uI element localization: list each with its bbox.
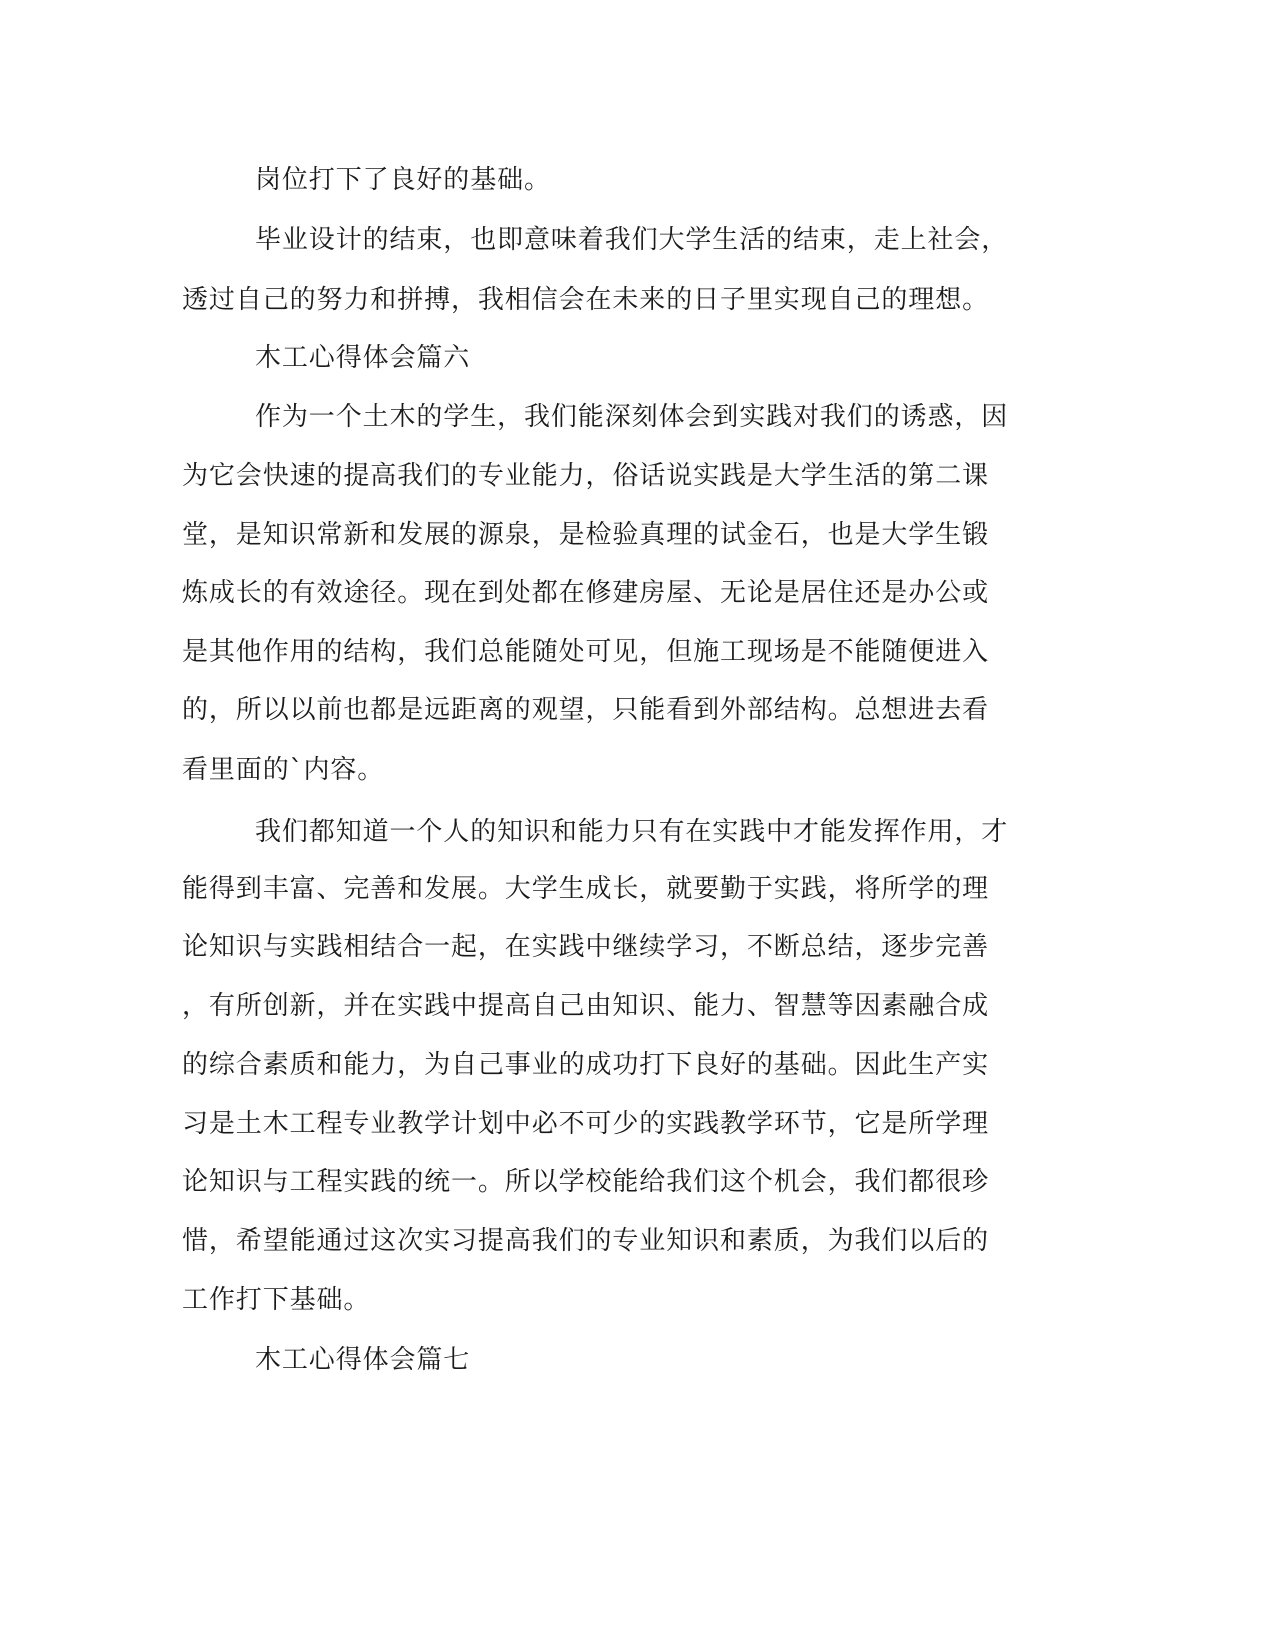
paragraph-line: 习是土木工程专业教学计划中必不可少的实践教学环节，它是所学理 <box>182 1109 990 1139</box>
paragraph-line: 作为一个土木的学生，我们能深刻体会到实践对我们的诱惑，因 <box>255 402 1009 432</box>
paragraph-line: 透过自己的努力和拼搏，我相信会在未来的日子里实现自己的理想。 <box>182 285 990 315</box>
paragraph-line: 是其他作用的结构，我们总能随处可见，但施工现场是不能随便进入 <box>182 637 990 667</box>
paragraph-line: 惜，希望能通过这次实习提高我们的专业知识和素质，为我们以后的 <box>182 1226 990 1256</box>
paragraph-line: 毕业设计的结束，也即意味着我们大学生活的结束，走上社会， <box>255 225 1009 255</box>
paragraph-line: 的，所以以前也都是远距离的观望，只能看到外部结构。总想进去看 <box>182 695 990 725</box>
section-heading: 木工心得体会篇七 <box>255 1345 471 1375</box>
paragraph-line: 论知识与工程实践的统一。所以学校能给我们这个机会，我们都很珍 <box>182 1167 990 1197</box>
paragraph-line: 的综合素质和能力，为自己事业的成功打下良好的基础。因此生产实 <box>182 1050 990 1080</box>
paragraph-line: ，有所创新，并在实践中提高自己由知识、能力、智慧等因素融合成 <box>182 991 990 1021</box>
paragraph-line: 岗位打下了良好的基础。 <box>255 165 551 195</box>
paragraph-line: 看里面的`内容。 <box>182 755 385 785</box>
paragraph-line: 为它会快速的提高我们的专业能力，俗话说实践是大学生活的第二课 <box>182 461 990 491</box>
paragraph-line: 论知识与实践相结合一起，在实践中继续学习，不断总结，逐步完善 <box>182 932 990 962</box>
section-heading: 木工心得体会篇六 <box>255 343 471 373</box>
paragraph-line: 工作打下基础。 <box>182 1285 371 1315</box>
paragraph-line: 我们都知道一个人的知识和能力只有在实践中才能发挥作用，才 <box>255 817 1009 847</box>
paragraph-line: 能得到丰富、完善和发展。大学生成长，就要勤于实践，将所学的理 <box>182 874 990 904</box>
paragraph-line: 堂，是知识常新和发展的源泉，是检验真理的试金石，也是大学生锻 <box>182 520 990 550</box>
paragraph-line: 炼成长的有效途径。现在到处都在修建房屋、无论是居住还是办公或 <box>182 578 990 608</box>
